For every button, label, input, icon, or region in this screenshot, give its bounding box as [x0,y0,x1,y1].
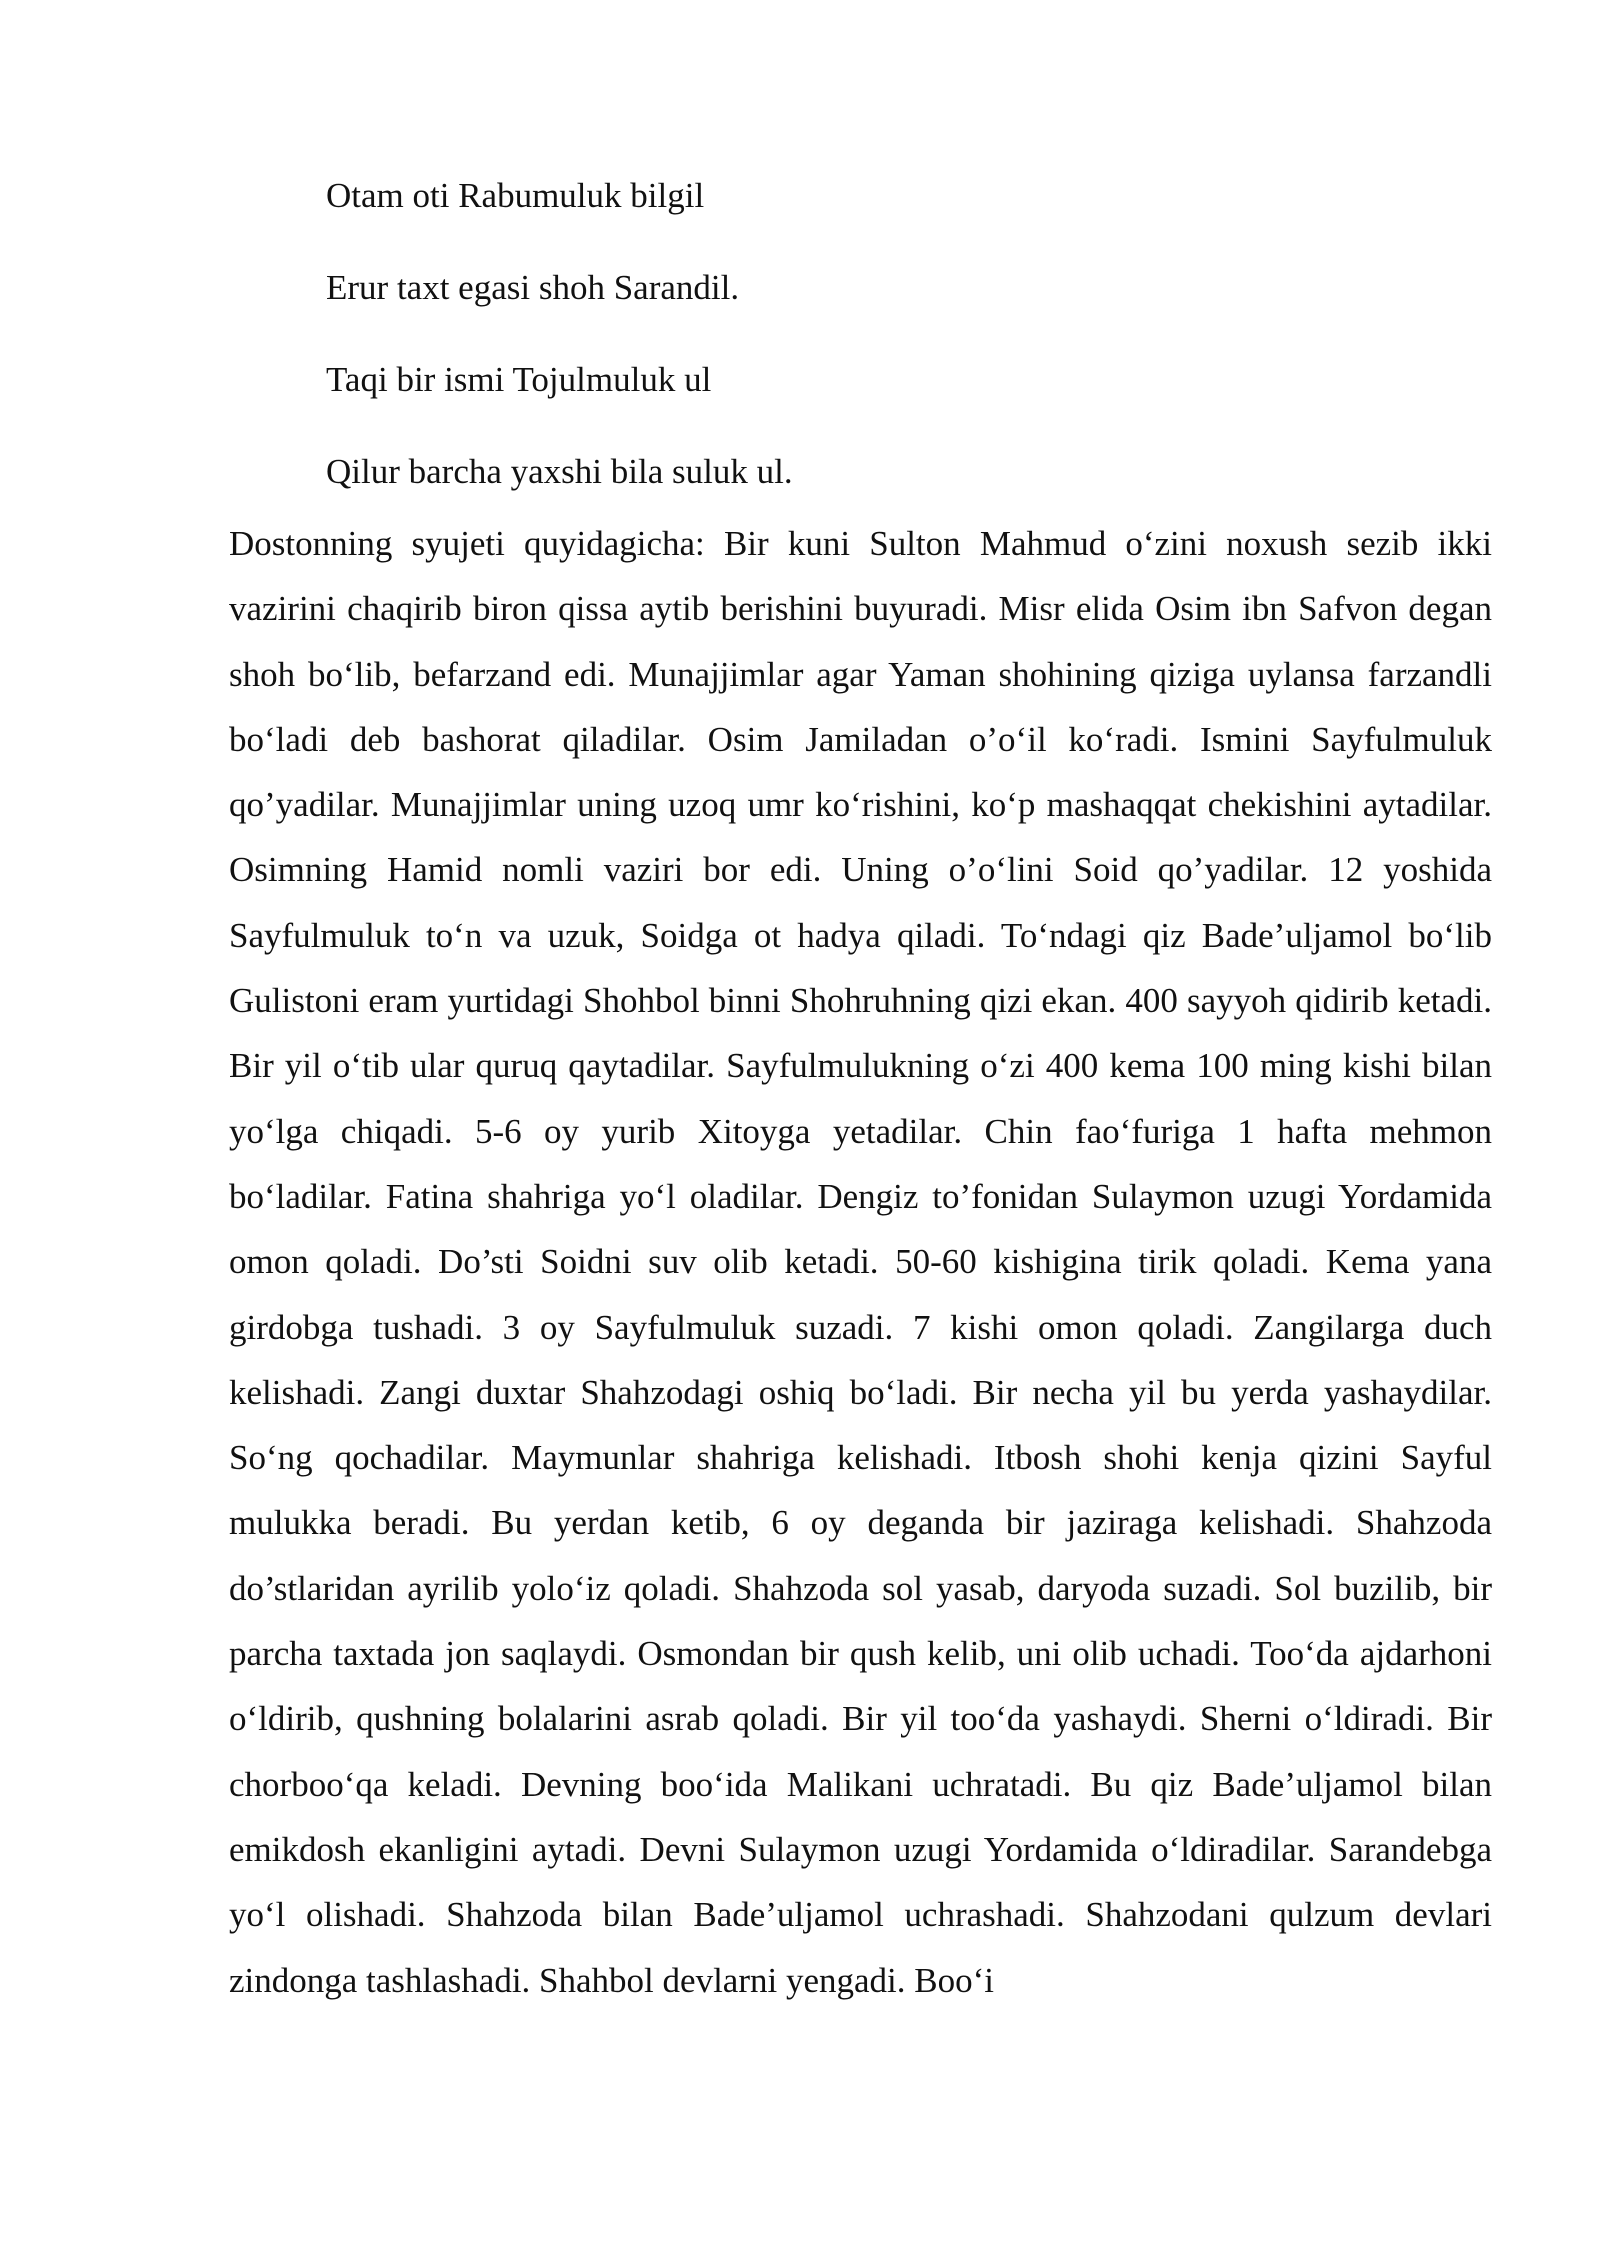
verse-line: Erur taxt egasi shoh Sarandil. [326,268,740,307]
poem-verse [326,150,1326,518]
verse-line: Otam oti Rabumuluk bilgil [326,176,705,215]
story-summary-paragraph: Dostonning syujeti quyidagicha: Bir kuni Sulton Mahmud o‘zini noxush sezib ikki vazirini chaqirib biron qissa aytib berishini buyuradi. Misr elida Osim ibn Safvon degan shoh bo‘lib, befarzand edi. Munajjimlar agar Yaman shohining qiziga uylansa farzandli bo‘ladi deb bashorat qiladilar. Osim Jamiladan o’o‘il ko‘radi. Ismini Sayfulmuluk qo’yadilar. Munajjimlar uning uzoq umr ko‘rishini, ko‘p mashaqqat chekishini aytadilar. Osimning Hamid nomli vaziri bor edi. Uning o’o‘lini Soid qo’yadilar. 12 yoshida Sayfulmuluk to‘n va uzuk, Soidga ot hadya qiladi. To‘ndagi qiz Bade’uljamol bo‘lib Gulistoni eram yurtidagi Shohbol binni Shohruhning qizi ekan. 400 sayyoh qidirib ketadi. Bir yil o‘tib ular quruq qaytadilar. Sayfulmulukning o‘zi 400 kema 100 ming kishi bilan yo‘lga chiqadi. 5-6 oy yurib Xitoyga yetadilar. Chin fao‘furiga 1 hafta mehmon bo‘ladilar. Fatina shahriga yo‘l oladilar. Dengiz to’fonidan Sulaymon uzugi Yordamida omon qoladi. Do’sti Soidni suv olib ketadi. 50-60 kishigina tirik qoladi. Kema yana girdobga tushadi. 3 oy Sayfulmuluk suzadi. 7 kishi omon qoladi. Zangilarga duch kelishadi. Zangi duxtar Shahzodagi oshiq bo‘ladi. Bir necha yil bu yerda yashaydilar. So‘ng qochadilar. Maymunlar shahriga kelishadi. Itbosh shohi kenja qizini Sayful mulukka beradi. Bu yerdan ketib, 6 oy deganda bir jaziraga kelishadi. Shahzoda do’stlaridan ayrilib yolo‘iz qoladi. Shahzoda sol yasab, daryoda suzadi. Sol buzilib, bir parcha taxtada jon saqlaydi. Osmondan bir qush kelib, uni olib uchadi. Too‘da ajdarhoni o‘ldirib, qushning bolalarini asrab qoladi. Bir yil too‘da yashaydi. Sherni o‘ldiradi. Bir chorboo‘qa keladi. Devning boo‘ida Malikani uchratadi. Bu qiz Bade’uljamol bilan emikdosh ekanligini aytadi. Devni Sulaymon uzugi Yordamida o‘ldiradilar. Sarandebga yo‘l olishadi. Shahzoda bilan Bade’uljamol uchrashadi. Shahzodani qulzum devlari zindonga tashlashadi. Shahbol devlarni yengadi. Boo‘i [229,524,1492,2000]
verse-line: Qilur barcha yaxshi bila suluk ul. [326,452,793,491]
verse-line: Taqi bir ismi Tojulmuluk ul [326,360,712,399]
